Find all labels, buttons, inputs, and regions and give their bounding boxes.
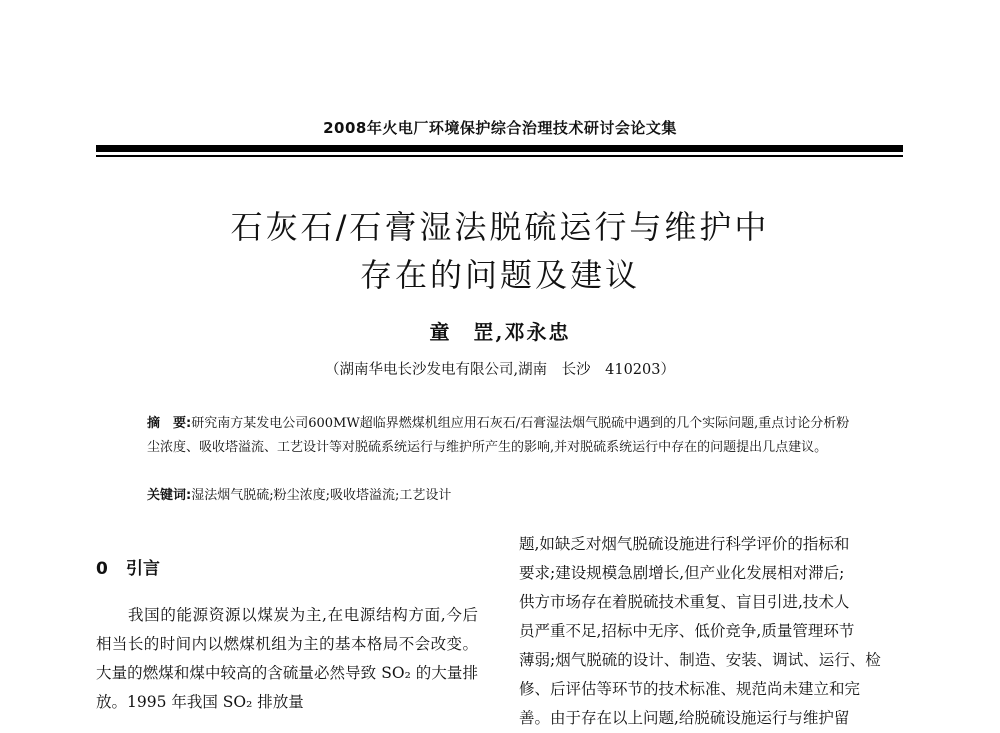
title-line-1: 石灰石/石膏湿法脱硫运行与维护中 <box>230 208 770 246</box>
title-line-2: 存在的问题及建议 <box>359 256 640 294</box>
abstract-text: 研究南方某发电公司600MW超临界燃煤机组应用石灰石/石膏湿法烟气脱硫中遇到的几个实际问题,重点讨论分析粉尘浓度、吸收塔溢流、工艺设计等对脱硫系统运行与维护所产生的影响,并对脱硫系统运行中存在的问题提出几点建议。 <box>147 416 850 455</box>
header-rule-thick <box>96 145 903 152</box>
abstract-label: 摘 要: <box>147 416 192 431</box>
section-heading <box>96 555 478 584</box>
header-rule-thin <box>96 155 903 157</box>
right-column-line: 题,如缺乏对烟气脱硫设施进行科学评价的指标和 <box>519 535 850 553</box>
right-column-line: 薄弱;烟气脱硫的设计、制造、安装、调试、运行、检 <box>519 651 881 669</box>
right-column-line: 善。由于存在以上问题,给脱硫设施运行与维护留 <box>519 709 850 727</box>
intro-paragraph: 我国的能源资源以煤炭为主,在电源结构方面,今后相当长的时间内以燃煤机组为主的基本格局不会改变。大量的燃煤和煤中较高的含硫量必然导致 SO₂ 的大量排放。1995 年我国 SO₂ 排放量 <box>96 606 478 711</box>
keywords-text: 湿法烟气脱硫;粉尘浓度;吸收塔溢流;工艺设计 <box>191 488 452 503</box>
right-column-line: 供方市场存在着脱硫技术重复、盲目引进,技术人 <box>519 593 850 611</box>
abstract <box>147 412 862 460</box>
left-column <box>96 555 478 717</box>
right-column-line: 要求;建设规模急剧增长,但产业化发展相对滞后; <box>519 564 845 582</box>
section-number: 0 <box>96 559 108 579</box>
right-column <box>519 530 904 733</box>
authors: 童 罡,邓永忠 <box>429 320 571 344</box>
keywords-label: 关键词: <box>147 488 192 503</box>
section-title: 引言 <box>126 559 160 579</box>
running-header: 2008年火电厂环境保护综合治理技术研讨会论文集 <box>323 119 677 137</box>
right-column-line: 员严重不足,招标中无序、低价竞争,质量管理环节 <box>519 622 855 640</box>
keywords <box>147 484 862 508</box>
right-column-line: 修、后评估等环节的技术标准、规范尚未建立和完 <box>519 680 861 698</box>
paper-title <box>0 203 1000 299</box>
affiliation: （湖南华电长沙发电有限公司,湖南 长沙 410203） <box>325 362 675 378</box>
